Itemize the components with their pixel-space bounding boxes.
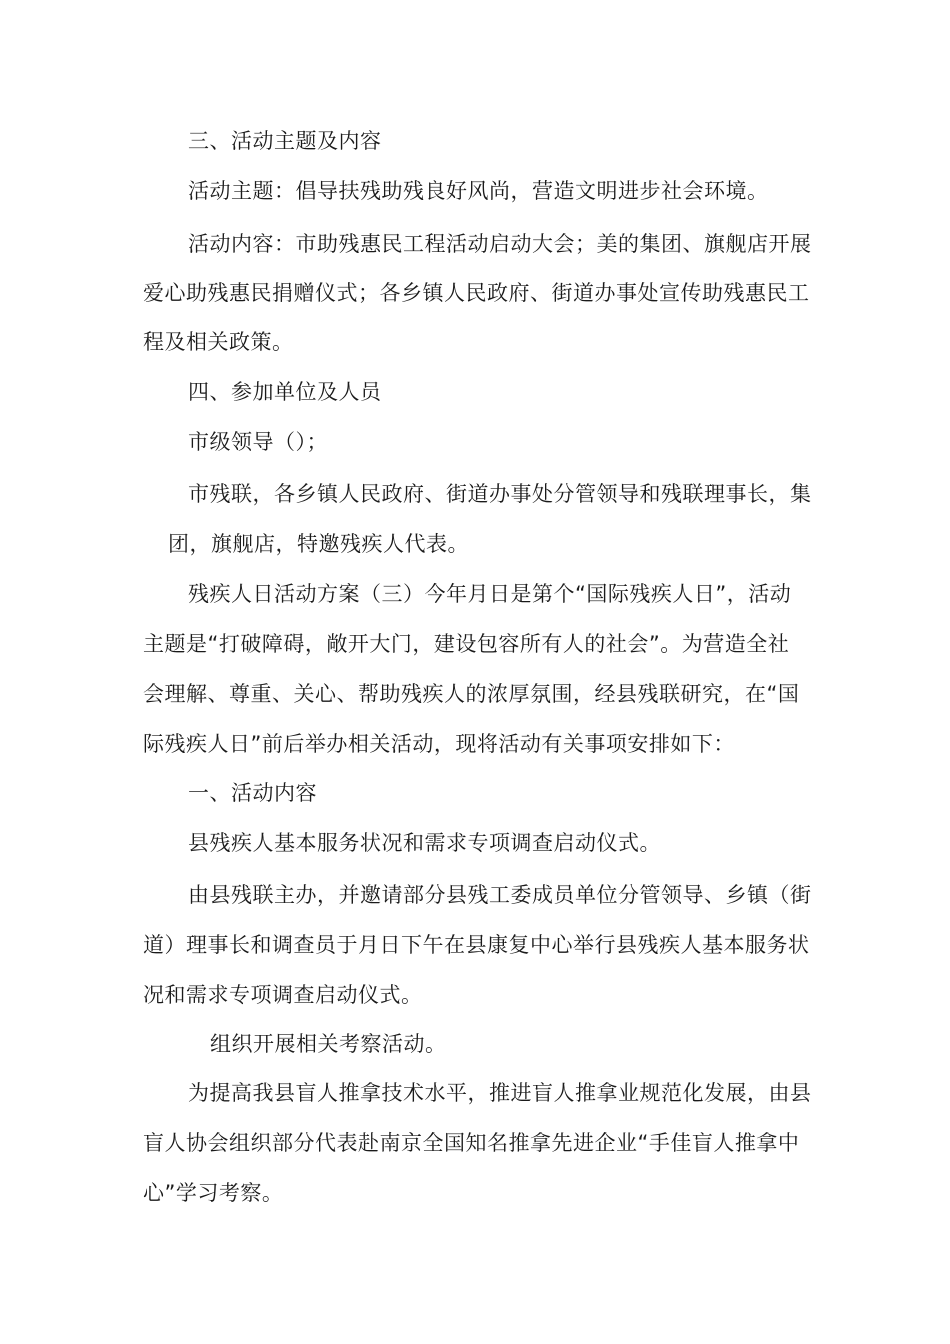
paragraph-line: 会理解、尊重、关心、帮助残疾人的浓厚氛围，经县残联研究，在“国 xyxy=(143,682,800,706)
paragraph-line: 际残疾人日”前后举办相关活动，现将活动有关事项安排如下： xyxy=(143,732,735,756)
paragraph-line: 盲人协会组织部分代表赴南京全国知名推拿先进企业“手佳盲人推拿中 xyxy=(143,1131,800,1155)
paragraph-line: 活动内容：市助残惠民工程活动启动大会；美的集团、旗舰店开展 xyxy=(188,232,812,256)
paragraph-line: 由县残联主办，并邀请部分县残工委成员单位分管领导、乡镇（街 xyxy=(188,883,812,907)
paragraph-line: 道）理事长和调查员于月日下午在县康复中心举行县残疾人基本服务状 xyxy=(143,933,810,957)
paragraph-line: 县残疾人基本服务状况和需求专项调查启动仪式。 xyxy=(188,831,661,855)
paragraph-line: 爱心助残惠民捐赠仪式；各乡镇人民政府、街道办事处宣传助残惠民工 xyxy=(143,281,810,305)
paragraph-line: 市级领导（）； xyxy=(188,430,328,454)
paragraph-line: 况和需求专项调查启动仪式。 xyxy=(143,983,423,1007)
paragraph-line: 组织开展相关考察活动。 xyxy=(210,1032,447,1056)
paragraph-line: 主题是“打破障碍，敞开大门，建设包容所有人的社会”。为营造全社 xyxy=(143,632,790,656)
section-heading: 一、活动内容 xyxy=(188,781,317,805)
paragraph-line: 市残联，各乡镇人民政府、街道办事处分管领导和残联理事长，集 xyxy=(188,482,812,506)
paragraph-line: 团，旗舰店，特邀残疾人代表。 xyxy=(168,532,469,556)
paragraph-line: 为提高我县盲人推拿技术水平，推进盲人推拿业规范化发展，由县 xyxy=(188,1081,812,1105)
paragraph-line: 程及相关政策。 xyxy=(143,330,294,354)
section-heading: 四、参加单位及人员 xyxy=(188,380,382,404)
paragraph-line: 残疾人日活动方案（三）今年月日是第个“国际残疾人日”，活动 xyxy=(188,582,792,606)
paragraph-line: 活动主题：倡导扶残助残良好风尚，营造文明进步社会环境。 xyxy=(188,179,769,203)
section-heading: 三、活动主题及内容 xyxy=(188,129,382,153)
paragraph-line: 心”学习考察。 xyxy=(143,1181,284,1205)
